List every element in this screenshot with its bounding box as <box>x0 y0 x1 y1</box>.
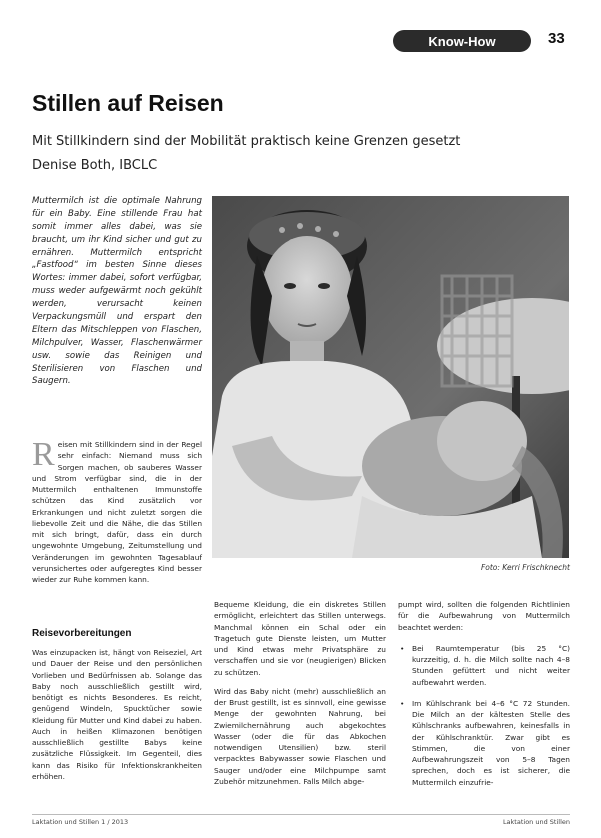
page-number: 33 <box>548 30 565 47</box>
list-item: • Bei Raumtemperatur (bis 25 °C) kurzzeitig, d. h. die Milch sollte nach 4–8 Stunden gefüttert und nicht weiter aufbewahrt werden. <box>398 643 570 688</box>
storage-guidelines-list <box>398 643 570 788</box>
mother-breastfeeding-photo <box>212 196 569 558</box>
column-3-intro: pumpt wird, sollten die folgenden Richtlinien für die Aufbewahrung von Muttermilch beachtet werden: <box>398 600 570 632</box>
body-column-2 <box>214 599 386 795</box>
article-author: Denise Both, IBCLC <box>32 158 158 173</box>
list-item: • Im Kühlschrank bei 4–6 °C 72 Stunden. Die Milch an der kältesten Stelle des Kühlschranks aufbewahren, keinesfalls in der Kühlschranktür. Zwar gibt es Stimmen, die von einer Aufbewahrungszeit von 5–8 Tagen sprechen, doch es ist sicherer, die Muttermilch einzufrie- <box>398 698 570 788</box>
drop-cap: R <box>32 436 55 473</box>
intro-paragraph: Muttermilch ist die optimale Nahrung für ein Baby. Eine stillende Frau hat somit immer alles dabei, was sie braucht, um ihr Kind sicher und gut zu ernähren. Muttermilch entspricht „Fastfood“ im besten Sinne dieses Wortes: immer dabei, sofort verfügbar, muss weder aufgewärmt noch gekühlt werden, verursacht keinen Verpackungsmüll und erspart den Eltern das Mitschleppen von Flaschen, Milchpulver, Wasser, Flaschenwärmer usw. sowie das Reinigen und Sterilisieren von Flaschen und Saugern. <box>32 196 202 387</box>
column-1-text: eisen mit Stillkindern sind in der Regel sehr einfach: Niemand muss sich Sorgen machen, ob sauberes Wasser und Strom verfügbar sind, die in der Muttermilch enthaltenen Immunstoffe schützen das Kind zusätzlich vor Erkrankungen und nicht zuletzt sorgen die liebevolle Zeit und die Nähe, die das Stillen mit sich bringt, dafür, dass ein durch ungewohnte Umgebung, Zeitumstellung und Veränderungen im gewohnten Tagesablauf verunsichertes oder aufgeregtes Kind besser wieder zur Ruhe kommen kann. <box>32 440 202 584</box>
footer-right: Laktation und Stillen <box>502 818 570 826</box>
article-title: Stillen auf Reisen <box>32 90 224 116</box>
column-2-paragraph-1: Bequeme Kleidung, die ein diskretes Stillen ermöglicht, erleichtert das Stillen unterwegs. Manchmal können ein Schal oder ein Tragetuch gute Dienste leisten, um Mutter und Kind etwas mehr Privatsphäre zu verschaffen und sie vor (neugierigen) Blicken zu schützen. <box>214 600 386 677</box>
body-column-1-continued: Was einzupacken ist, hängt von Reiseziel, Art und Dauer der Reise und den persönlichen Vorlieben und Bedürfnissen ab. Solange das Baby noch ausschließlich gestillt wird, benötigt es nichts Besonderes. Es reicht, genügend Windeln, Spucktücher sowie Kleidung für Mutter und Kind dabei zu haben. Auch in heißen Klimazonen benötigen ausschließlich gestillte Babys keine zusätzliche Flüssigkeit. Im Gegenteil, dies kann das Risiko für Infektionskrankheiten erhöhen. <box>32 648 202 781</box>
photo-caption: Foto: Kerri Frischknecht <box>480 563 570 572</box>
article-subtitle: Mit Stillkindern sind der Mobilität praktisch keine Grenzen gesetzt <box>32 134 461 149</box>
footer-left: Laktation und Stillen 1 / 2013 <box>32 818 129 826</box>
column-2-paragraph-2: Wird das Baby nicht (mehr) ausschließlich an der Brust gestillt, ist es sinnvoll, eine gewisse Menge der gewohnten Nahrung, bei Zwiemilchernährung auch abgekochtes Wasser (oder die für das Abkochen notwendigen Utensilien) bzw. steril verpacktes Babywasser sowie Flaschen und Sauger und/oder eine Milchpumpe samt Zubehör mitzunehmen. Falls Milch abge- <box>214 686 386 786</box>
article-photo <box>212 196 569 558</box>
section-tag: Know-How <box>393 30 531 52</box>
footer-rule <box>32 814 570 815</box>
body-column-1 <box>32 436 202 585</box>
body-column-3 <box>398 599 570 798</box>
section-heading: Reisevorbereitungen <box>32 628 132 639</box>
